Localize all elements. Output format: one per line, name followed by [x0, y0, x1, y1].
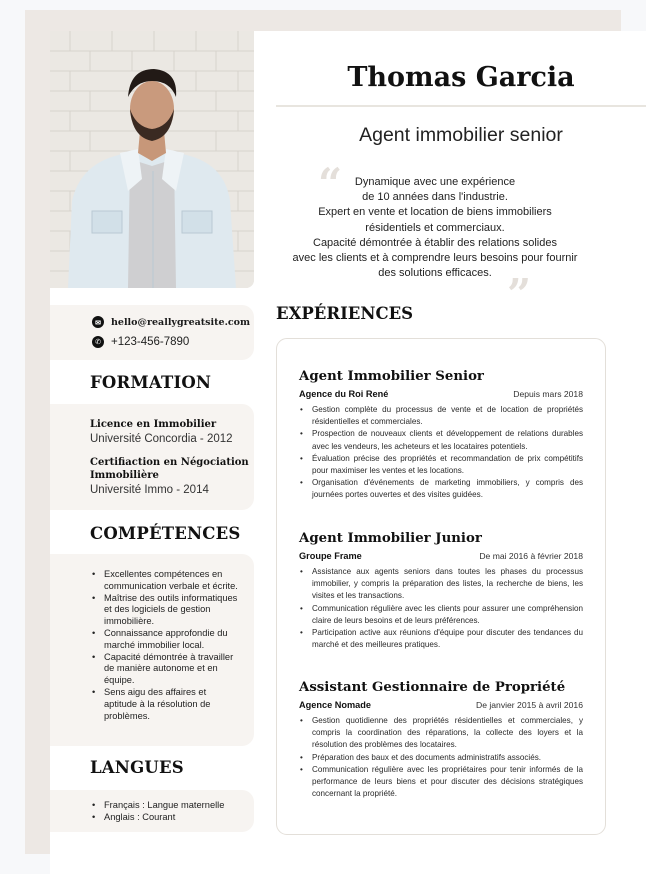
job-bullet: • Évaluation précise des propriétés et recommandation de prix compétitifs pour maximiser les ventes et les locations. [299, 453, 583, 477]
job-company: Agence Nomade [299, 700, 371, 710]
job-entry [299, 531, 583, 651]
job-bullets [299, 715, 583, 800]
job-bullet: • Communication régulière avec les propriétaires pour tenir informés de la performance de leurs biens et pour discuter des décisions stratégiques concernant la propriété. [299, 764, 583, 801]
decorative-frame-left [25, 10, 50, 854]
job-bullet: • Préparation des baux et des documents administratifs associés. [299, 752, 583, 764]
education-school: Université Concordia - 2012 [90, 433, 233, 445]
email-text[interactable]: hello@reallygreatsite.com [111, 316, 251, 328]
summary-line: de 10 années dans l'industrie. [362, 191, 508, 204]
candidate-name: Thomas Garcia [347, 62, 575, 93]
langue-item: • Anglais : Courant [90, 812, 250, 824]
experiences-card [276, 338, 606, 835]
contact-phone[interactable] [92, 336, 189, 348]
profile-summary [280, 175, 590, 281]
job-meta [299, 389, 583, 399]
job-dates: De mai 2016 à février 2018 [479, 551, 583, 561]
education-degree: Licence en Immobilier [90, 419, 217, 430]
envelope-icon: ✉ [92, 316, 104, 328]
competences-heading: COMPÉTENCES [90, 524, 241, 543]
langues-heading: LANGUES [90, 758, 184, 777]
job-dates: Depuis mars 2018 [513, 389, 583, 399]
langue-item: • Français : Langue maternelle [90, 800, 250, 812]
job-company: Groupe Frame [299, 551, 362, 561]
profile-photo-illustration [50, 31, 254, 288]
competence-item: • Capacité démontrée à travailler de manière autonome et en équipe. [90, 652, 240, 687]
candidate-role: Agent immobilier senior [359, 124, 563, 146]
decorative-frame-top [25, 10, 621, 31]
quote-close-icon: ” [507, 270, 532, 319]
experiences-heading: EXPÉRIENCES [276, 304, 414, 323]
job-title: Agent Immobilier Senior [299, 369, 484, 384]
job-meta [299, 700, 583, 710]
job-bullet: • Organisation d'événements de marketing immobiliers, y compris des journées portes ouvertes et des visites guidées. [299, 477, 583, 501]
job-title: Agent Immobilier Junior [299, 531, 482, 546]
name-divider [276, 105, 646, 107]
job-bullets [299, 404, 583, 502]
education-item [90, 456, 250, 496]
job-bullets [299, 566, 583, 651]
education-degree: Certifiaction en Négociation Immobilière [90, 457, 249, 481]
phone-text[interactable]: +123-456-7890 [111, 336, 190, 348]
education-school: Université Immo - 2014 [90, 484, 209, 496]
job-bullet: • Assistance aux agents seniors dans toutes les phases du processus immobilier, y compris la préparation des listes, la recherche de biens, les visites et les transactions. [299, 566, 583, 603]
job-title: Assistant Gestionnaire de Propriété [299, 680, 566, 695]
competences-panel [50, 554, 254, 746]
competence-item: • Excellentes compétences en communication verbale et écrite. [90, 569, 240, 593]
job-meta [299, 551, 583, 561]
job-bullet: • Prospection de nouveaux clients et développement de relations durables avec les vendeurs, les acheteurs et les locataires potentiels. [299, 428, 583, 452]
formation-panel [50, 404, 254, 510]
job-entry [299, 680, 583, 800]
competence-item: • Sens aigu des affaires et aptitude à la résolution de problèmes. [90, 687, 240, 722]
summary-line: Capacité démontrée à établir des relations solides [313, 236, 557, 249]
profile-photo [50, 31, 254, 288]
summary-line: Expert en vente et location de biens immobiliers [318, 206, 552, 219]
competences-list [90, 569, 240, 722]
formation-heading: FORMATION [90, 373, 212, 392]
summary-line: résidentiels et commerciaux. [365, 221, 505, 234]
job-bullet: • Communication régulière avec les clients pour assurer une compréhension claire de leurs besoins et de leurs préférences. [299, 603, 583, 627]
langues-panel [50, 790, 254, 832]
education-item [90, 418, 250, 445]
job-bullet: • Gestion quotidienne des propriétés résidentielles et commerciales, y compris la coordination des réparations, la collecte des loyers et la résolution des problèmes des locataires. [299, 715, 583, 752]
job-dates: De janvier 2015 à avril 2016 [475, 700, 583, 710]
competence-item: • Maîtrise des outils informatiques et des logiciels de gestion immobilière. [90, 593, 240, 628]
langues-list [90, 800, 250, 824]
competence-item: • Connaissance approfondie du marché immobilier local. [90, 628, 240, 652]
job-bullet: • Participation active aux réunions d'équipe pour discuter des tendances du marché et des meilleures pratiques. [299, 627, 583, 651]
job-bullet: • Gestion complète du processus de vente et de location de propriétés résidentielles et commerciales. [299, 404, 583, 428]
quote-open-icon: “ [318, 159, 343, 208]
phone-icon: ✆ [92, 336, 104, 348]
summary-line: avec les clients et à comprendre leurs besoins pour fournir [292, 252, 578, 265]
job-entry [299, 369, 583, 502]
contact-email[interactable] [92, 316, 250, 328]
job-company: Agence du Roi René [299, 389, 389, 399]
summary-line: Dynamique avec une expérience [354, 176, 516, 188]
contact-panel [50, 305, 254, 360]
summary-line: des solutions efficaces. [378, 267, 492, 280]
